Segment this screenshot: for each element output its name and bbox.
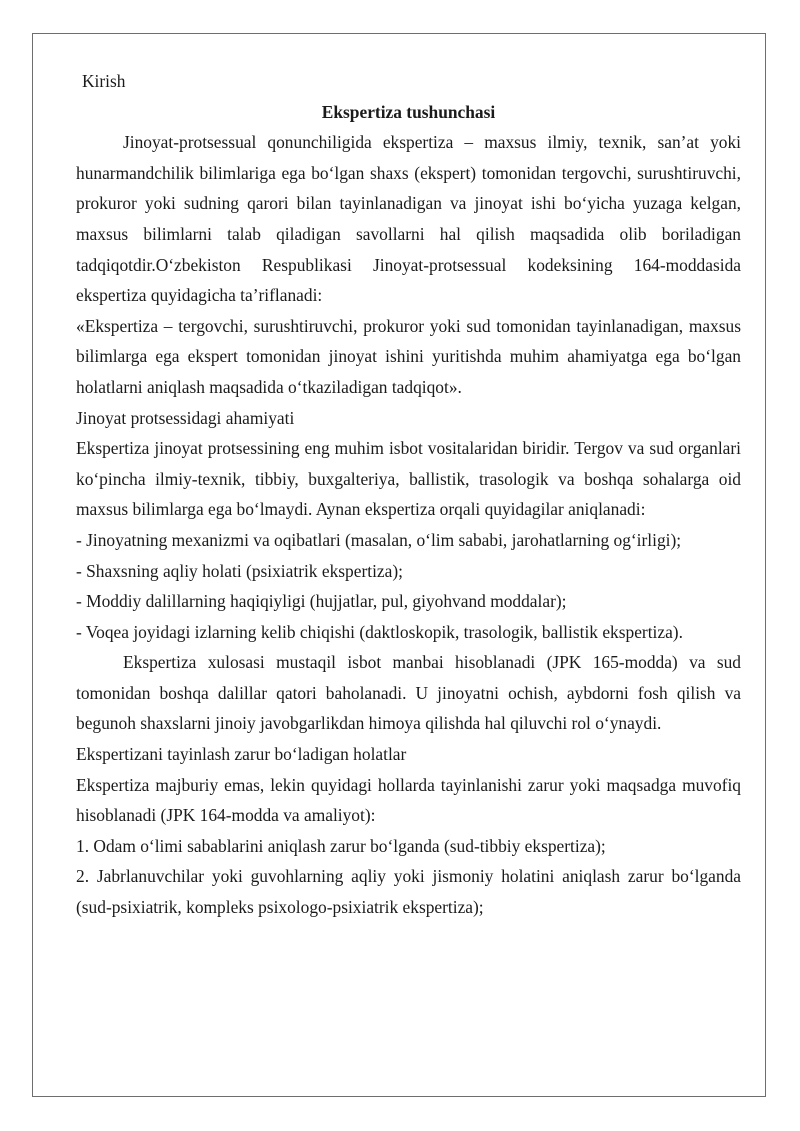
- numbered-item: 1. Odam o‘limi sabablarini aniqlash zarur bo‘lganda (sud-tibbiy ekspertiza);: [76, 835, 606, 856]
- paragraph-importance: Ekspertiza jinoyat protsessining eng muhim isbot vositalaridan biridir. Tergov va sud organlari ko‘pincha ilmiy-texnik, tibbiy, buxgalteriya, ballistik, trasologik va boshqa sohalarga oid maxsus bilimlarga ega bo‘lmaydi. Aynan ekspertiza orqali quyidagilar aniqlanadi:: [76, 438, 741, 520]
- section-heading-cases: Ekspertizani tayinlash zarur bo‘ladigan holatlar: [76, 744, 407, 765]
- list-item: - Voqea joyidagi izlarning kelib chiqishi (daktloskopik, trasologik, ballistik ekspertiza).: [76, 621, 683, 642]
- paragraph-conclusion: Ekspertiza xulosasi mustaqil isbot manbai hisoblanadi (JPK 165-modda) va sud tomonidan boshqa dalillar qatori baholanadi. U jinoyatni ochish, aybdorni fosh qilish va begunoh shaxslarni jinoiy javobgarlikdan himoya qilishda hal qiluvchi rol o‘ynaydi.: [76, 652, 741, 734]
- paragraph-cases: Ekspertiza majburiy emas, lekin quyidagi hollarda tayinlanishi zarur yoki maqsadga muvofiq hisoblanadi (JPK 164-modda va amaliyot):: [76, 774, 741, 826]
- section-heading-importance: Jinoyat protsessidagi ahamiyati: [76, 407, 295, 428]
- list-item: - Jinoyatning mexanizmi va oqibatlari (masalan, o‘lim sababi, jarohatlarning og‘irligi);: [76, 529, 682, 550]
- list-item: - Shaxsning aqliy holati (psixiatrik ekspertiza);: [76, 560, 403, 581]
- page-title: Ekspertiza tushunchasi: [321, 101, 496, 122]
- document-body: [76, 66, 741, 923]
- paragraph-quote: «Ekspertiza – tergovchi, surushtiruvchi, prokuror yoki sud tomonidan tayinlanadigan, maxsus bilimlarga ega ekspert tomonidan jinoyat ishini yuritishda muhim ahamiyatga ega bo‘lgan holatlarni aniqlash maqsadida o‘tkaziladigan tadqiqot».: [76, 315, 741, 397]
- numbered-item: 2. Jabrlanuvchilar yoki guvohlarning aqliy yoki jismoniy holatini aniqlash zarur bo‘lganda (sud-psixiatrik, kompleks psixologo-psixiatrik ekspertiza);: [76, 866, 741, 918]
- intro-label: Kirish: [82, 71, 126, 91]
- list-item: - Moddiy dalillarning haqiqiyligi (hujjatlar, pul, giyohvand moddalar);: [76, 591, 567, 612]
- paragraph-definition: Jinoyat-protsessual qonunchiligida ekspertiza – maxsus ilmiy, texnik, san’at yoki hunarmandchilik bilimlariga ega bo‘lgan shaxs (ekspert) tomonidan tergovchi, surushtiruvchi, prokuror yoki sudning qarori bilan tayinlanadigan va jinoyat ishi bo‘yicha yuzaga kelgan, maxsus bilimlarni talab qiladigan savollarni hal qilish maqsadida olib boriladigan tadqiqotdir.O‘zbekiston Respublikasi Jinoyat-protsessual kodeksining 164-moddasida ekspertiza quyidagicha ta’riflanadi:: [76, 132, 741, 306]
